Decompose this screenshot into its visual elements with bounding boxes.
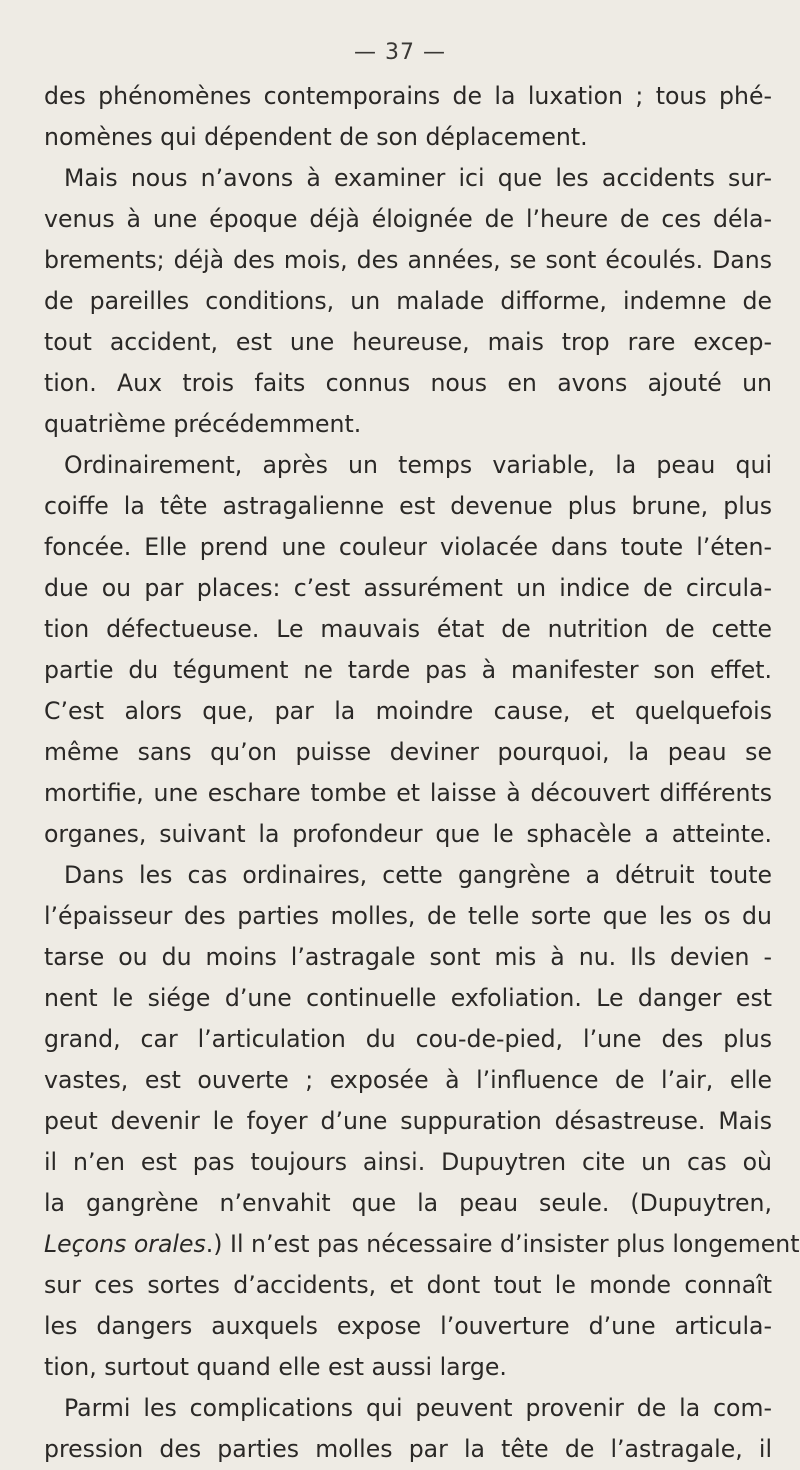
text-line: partie du tégument ne tarde pas à manifester son effet.: [44, 656, 772, 684]
text-line: quatrième précédemment.: [44, 410, 362, 438]
text-line: organes, suivant la profondeur que le sphacèle a atteinte.: [44, 820, 772, 848]
text-line: de pareilles conditions, un malade difforme, indemne de: [44, 287, 772, 315]
text-line: venus à une époque déjà éloignée de l’heure de ces déla-: [44, 205, 772, 233]
text-line: Parmi les complications qui peuvent provenir de la com-: [64, 1394, 772, 1422]
text-line: tion, surtout quand elle est aussi large.: [44, 1353, 507, 1381]
text-line: il n’en est pas toujours ainsi. Dupuytren cite un cas où: [44, 1148, 772, 1176]
text-line: [44, 1224, 800, 1265]
text-line: pression des parties molles par la tête de l’astragale, il: [44, 1435, 772, 1463]
text-line: tion. Aux trois faits connus nous en avons ajouté un: [44, 369, 772, 397]
text-line: peut devenir le foyer d’une suppuration désastreuse. Mais: [44, 1107, 772, 1135]
text-line: des phénomènes contemporains de la luxation ; tous phé-: [44, 82, 772, 110]
body-text: [44, 76, 800, 1470]
text-fragment: la gangrène n’envahit que la peau seule. (Dupuytren,: [44, 1189, 772, 1217]
italic-title: Leçons orales: [44, 1230, 206, 1258]
text-line: due ou par places: c’est assurément un indice de circula-: [44, 574, 772, 602]
text-line: Mais nous n’avons à examiner ici que les accidents sur-: [64, 164, 772, 192]
text-line: C’est alors que, par la moindre cause, et quelquefois: [44, 697, 772, 725]
text-line: les dangers auxquels expose l’ouverture d’une articula-: [44, 1312, 772, 1340]
text-line: [44, 1183, 772, 1224]
text-line: tion défectueuse. Le mauvais état de nutrition de cette: [44, 615, 772, 643]
text-line: vastes, est ouverte ; exposée à l’influence de l’air, elle: [44, 1066, 772, 1094]
text-line: nomènes qui dépendent de son déplacement.: [44, 123, 588, 151]
text-line: Ordinairement, après un temps variable, la peau qui: [64, 451, 772, 479]
text-line: tout accident, est une heureuse, mais trop rare excep-: [44, 328, 772, 356]
text-line: brements; déjà des mois, des années, se sont écoulés. Dans: [44, 246, 772, 274]
text-line: Dans les cas ordinaires, cette gangrène a détruit toute: [64, 861, 772, 889]
text-line: même sans qu’on puisse deviner pourquoi, la peau se: [44, 738, 772, 766]
text-line: grand, car l’articulation du cou-de-pied, l’une des plus: [44, 1025, 772, 1053]
text-line: nent le siége d’une continuelle exfoliation. Le danger est: [44, 984, 772, 1012]
text-line: tarse ou du moins l’astragale sont mis à nu. Ils devien -: [44, 943, 772, 971]
page-number: — 37 —: [354, 40, 446, 65]
text-line: l’épaisseur des parties molles, de telle sorte que les os du: [44, 902, 772, 930]
text-fragment: .) Il n’est pas nécessaire d’insister plus longement: [205, 1230, 800, 1258]
text-line: coiffe la tête astragalienne est devenue plus brune, plus: [44, 492, 772, 520]
text-line: mortifie, une eschare tombe et laisse à découvert différents: [44, 779, 772, 807]
text-line: sur ces sortes d’accidents, et dont tout le monde connaît: [44, 1271, 772, 1299]
text-line: foncée. Elle prend une couleur violacée dans toute l’éten-: [44, 533, 772, 561]
